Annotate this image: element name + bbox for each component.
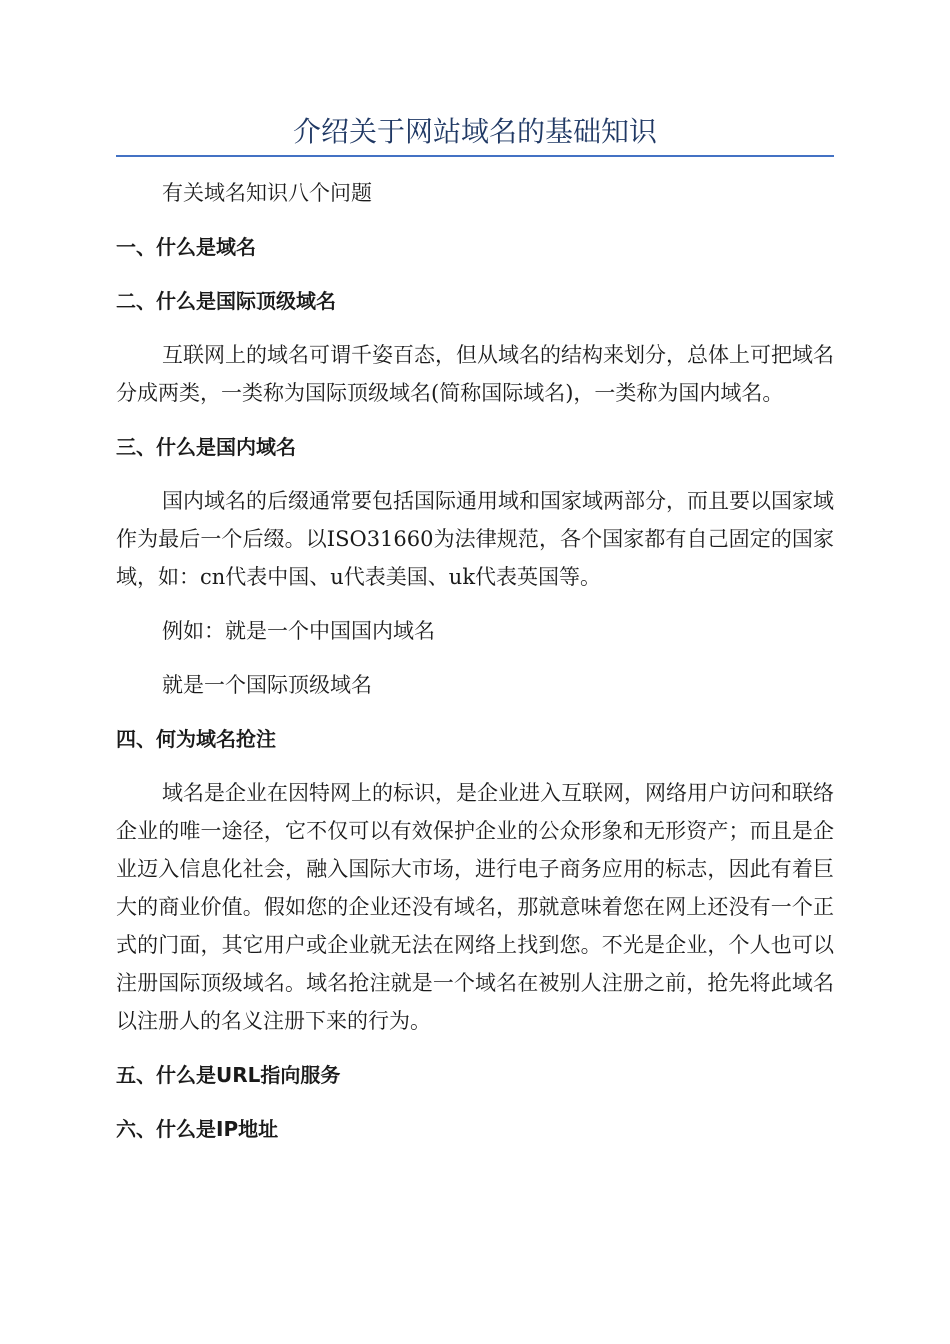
heading-6: 六、什么是IP地址 — [116, 1117, 279, 1141]
heading-4: 四、何为域名抢注 — [116, 727, 276, 751]
document-body — [116, 174, 834, 1148]
paragraph-3: 国内域名的后缀通常要包括国际通用域和国家域两部分，而且要以国家域作为最后一个后缀。以ISO31660为法律规范，各个国家都有自己固定的国家域，如：cn代表中国、u代表美国、uk代表英国等。 — [116, 489, 834, 589]
paragraph-3-example: 例如：就是一个中国国内域名 — [162, 619, 435, 643]
heading-3: 三、什么是国内域名 — [116, 435, 296, 459]
paragraph-4: 域名是企业在因特网上的标识，是企业进入互联网，网络用户访问和联络企业的唯一途径，它不仅可以有效保护企业的公众形象和无形资产；而且是企业迈入信息化社会，融入国际大市场，进行电子商务应用的标志，因此有着巨大的商业价值。假如您的企业还没有域名，那就意味着您在网上还没有一个正式的门面，其它用户或企业就无法在网络上找到您。不光是企业，个人也可以注册国际顶级域名。域名抢注就是一个域名在被别人注册之前，抢先将此域名以注册人的名义注册下来的行为。 — [116, 781, 834, 1033]
heading-5: 五、什么是URL指向服务 — [116, 1063, 341, 1087]
heading-2: 二、什么是国际顶级域名 — [116, 289, 336, 313]
title-underline — [116, 155, 834, 157]
document-title: 介绍关于网站域名的基础知识 — [292, 115, 657, 148]
intro-paragraph: 有关域名知识八个问题 — [162, 181, 372, 205]
paragraph-3-example-2: 就是一个国际顶级域名 — [162, 673, 372, 697]
paragraph-2: 互联网上的域名可谓千姿百态，但从域名的结构来划分，总体上可把域名分成两类，一类称为国际顶级域名(简称国际域名)，一类称为国内域名。 — [116, 343, 834, 405]
heading-1: 一、什么是域名 — [116, 235, 256, 259]
